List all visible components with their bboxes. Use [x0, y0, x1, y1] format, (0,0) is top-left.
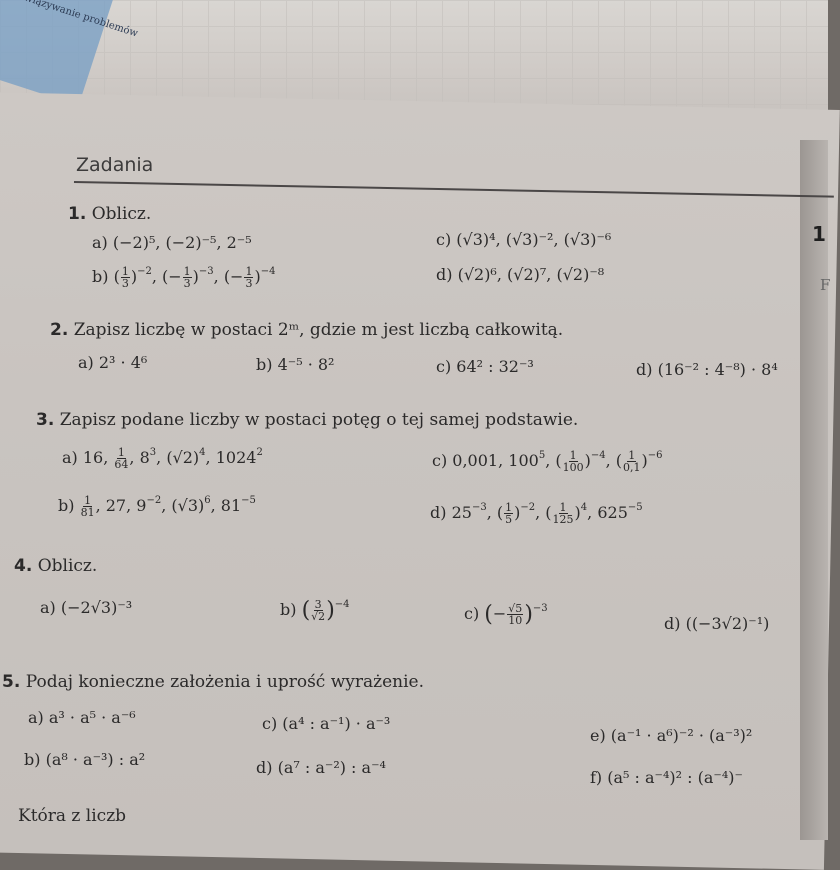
task-1d: d) (√2)⁶, (√2)⁷, (√2)⁻⁸ — [436, 265, 605, 284]
task-1c: c) (√3)⁴, (√3)⁻², (√3)⁻⁶ — [436, 230, 612, 249]
task-2-title: 2. Zapisz liczbę w postaci 2ᵐ, gdzie m jest liczbą całkowitą. — [50, 320, 564, 340]
task-5-title: 5. Podaj konieczne założenia i uprość wyrażenie. — [2, 672, 424, 692]
task-3b: b) $\frac{1}{81}$ , 27, $9^{-2}$, $(√3)^6$, $81^{-5}$ — [58, 494, 256, 519]
task-5a: a) a³ · a⁵ · a⁻⁶ — [28, 708, 136, 727]
task-1b: b) ( $\frac{1}{3}$ )$^{-2}$, (− $\frac{1}{3}$ )$^{-3}$, (− $\frac{1}{3}$ )$^{-4}$ — [92, 265, 276, 290]
title-divider — [74, 181, 834, 198]
task-4-title: 4. Oblicz. — [14, 556, 98, 576]
task-4a: a) (−2√3)⁻³ — [40, 598, 133, 617]
task-2a: a) 2³ · 4⁶ — [78, 353, 148, 372]
section-title: Zadania — [76, 154, 154, 176]
side-page-number: 1 — [812, 222, 826, 246]
task-5e: e) (a⁻¹ · a⁶)⁻² · (a⁻³)² — [590, 726, 753, 745]
task-2b: b) 4⁻⁵ · 8² — [256, 355, 335, 374]
task-2d: d) (16⁻² : 4⁻⁸) · 8⁴ — [636, 360, 778, 379]
task-5c: c) (a⁴ : a⁻¹) · a⁻³ — [262, 714, 391, 733]
task-4d: d) ((−3√2)⁻¹) — [664, 614, 770, 633]
task-5d: d) (a⁷ : a⁻²) : a⁻⁴ — [256, 758, 386, 777]
side-letter: F — [820, 276, 831, 294]
task-1-title: 1. Oblicz. — [68, 204, 152, 224]
task-4c: c) (− $\frac{√5}{10}$ )$^{-3}$ — [464, 602, 548, 627]
task-3a: a) 16, $\frac{1}{64}$ , $8^3$, $(√2)^4$, 1024$^2$ — [62, 446, 263, 471]
task-3d: d) $25^{-3}$, ( $\frac{1}{5}$ )$^{-2}$, ( $\frac{1}{125}$ )$^4$, $625^{-5}$ — [430, 501, 643, 526]
task-5b: b) (a⁸ · a⁻³) : a² — [24, 750, 146, 769]
task-2c: c) 64² : 32⁻³ — [436, 357, 534, 376]
task-3-title: 3. Zapisz podane liczby w postaci potęg o tej samej podstawie. — [36, 410, 579, 430]
task-3c: c) 0,001, $100^5$, ( $\frac{1}{100}$ )$^{-4}$, ( $\frac{1}{0,1}$ )$^{-6}$ — [432, 449, 663, 474]
task-4b: b) ( $\frac{3}{√2}$ )$^{-4}$ — [280, 598, 350, 623]
task-5f: f) (a⁵ : a⁻⁴)² : (a⁻⁴)⁻ — [590, 768, 743, 787]
next-task-fragment: Która z liczb — [18, 806, 127, 826]
task-1a: a) (−2)⁵, (−2)⁻⁵, 2⁻⁵ — [92, 233, 252, 252]
corner-card-text: problemów — [81, 11, 140, 40]
